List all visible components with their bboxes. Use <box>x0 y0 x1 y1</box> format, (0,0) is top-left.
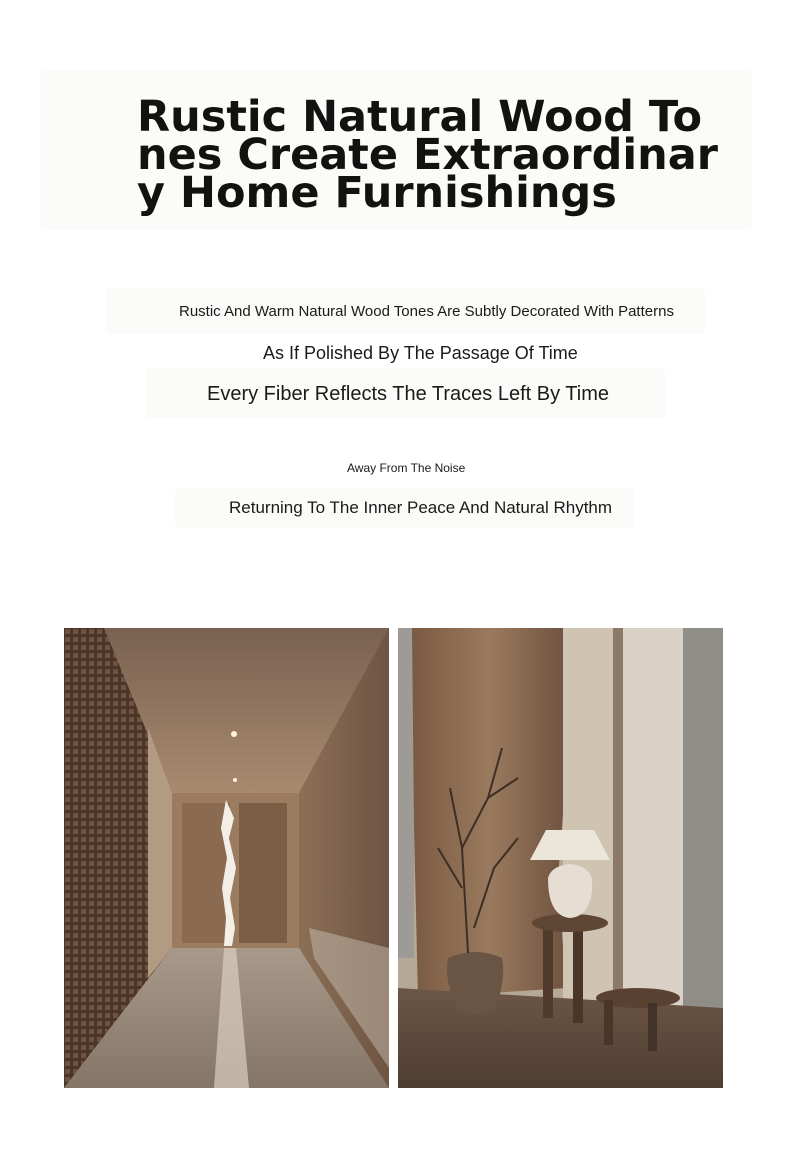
body-line-1: Rustic And Warm Natural Wood Tones Are Subtly Decorated With Patterns <box>179 303 674 320</box>
title-line-2: nes Create Extraordinar <box>137 130 718 180</box>
corridor-photo <box>64 628 389 1088</box>
lamp-stool-photo <box>398 628 723 1088</box>
body-line-5: Returning To The Inner Peace And Natural Rhythm <box>229 498 613 517</box>
page-title <box>137 92 718 218</box>
title-line-1: Rustic Natural Wood To <box>137 92 703 142</box>
title-line-3: y Home Furnishings <box>137 168 617 218</box>
body-line-3: Every Fiber Reflects The Traces Left By Time <box>207 383 609 405</box>
body-line-4: Away From The Noise <box>347 461 466 475</box>
body-line-2: As If Polished By The Passage Of Time <box>263 343 578 363</box>
